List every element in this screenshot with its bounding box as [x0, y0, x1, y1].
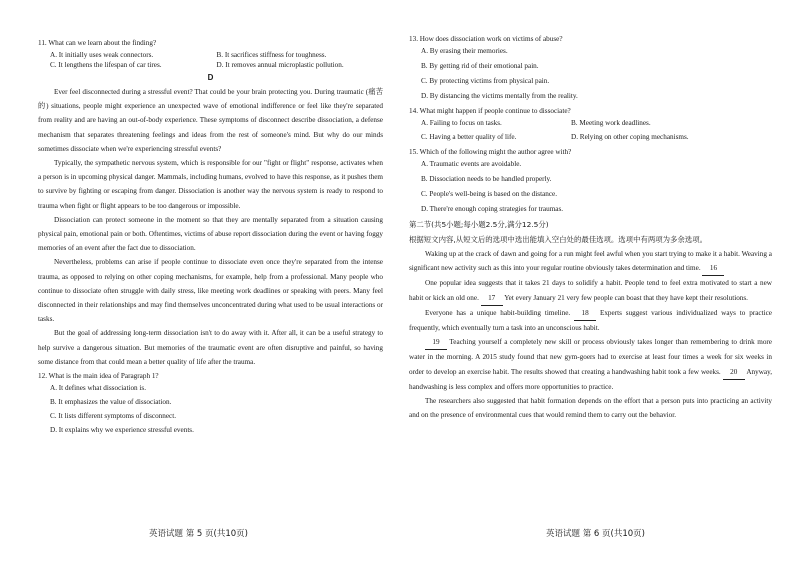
cloze-p2-text-a: One popular idea suggests that it takes 21 days to solidify a habit. People tend to feel extra motivated to start a new habit or kick an old one.	[409, 279, 772, 302]
cloze-paragraph-2	[409, 276, 772, 305]
blank-20[interactable]: 20	[723, 365, 745, 380]
question-11-options	[38, 50, 383, 70]
blank-17[interactable]: 17	[481, 291, 503, 306]
question-14-options	[409, 118, 772, 142]
option-13-b: B. By getting rid of their emotional pain.	[421, 62, 539, 70]
option-12-c: C. It lists different symptoms of disconnect.	[50, 412, 177, 421]
section-instructions: 根据短文内容,从短文后的选项中选出能填入空白处的最佳选项。选项中有两项为多余选项。	[409, 235, 707, 244]
cloze-p2-text-b: Yet every January 21 very few people can boast that they have kept their resolutions.	[504, 293, 748, 302]
option-14-c: C. Having a better quality of life.	[421, 133, 517, 141]
question-11-stem: 11. What can we learn about the finding?	[38, 39, 157, 47]
right-page	[397, 0, 794, 561]
option-14-b: B. Meeting work deadlines.	[571, 119, 651, 127]
blank-19[interactable]: 19	[425, 335, 447, 350]
blank-18[interactable]: 18	[574, 306, 596, 321]
cloze-paragraph-5: The researchers also suggested that habit formation depends on the effort that a person puts into practicing an activity and on the presence of environmental cues that would remind them to carry out the behavior.	[409, 397, 772, 420]
passage-paragraph-5: But the goal of addressing long-term dissociation isn't to do away with it. After all, it can be a useful strategy to help survive a dangerous situation. But memories of the traumatic event are often disruptive and painful, so having some distance from that could mean a better quality of life after the trauma.	[38, 329, 383, 366]
question-12-stem: 12. What is the main idea of Paragraph 1?	[38, 372, 159, 381]
option-11-c: C. It lengthens the lifespan of car tires.	[50, 61, 162, 69]
option-13-c: C. By protecting victims from physical pain.	[421, 77, 550, 85]
option-15-c: C. People's well-being is based on the distance.	[421, 190, 558, 198]
option-11-a: A. It initially uses weak connectors.	[50, 51, 154, 59]
option-14-d: D. Relying on other coping mechanisms.	[571, 133, 689, 141]
cloze-p3-text-b: Experts suggest various individualized ways to practice frequently, which eventually turn a task into an unconscious habit.	[409, 308, 772, 333]
cloze-paragraph-3	[409, 306, 772, 335]
left-page-footer: 英语试题 第 5 页(共10页)	[149, 529, 248, 539]
passage-letter: D	[207, 73, 214, 82]
option-14-a: A. Failing to focus on tasks.	[421, 119, 502, 127]
option-11-d: D. It removes annual microplastic pollution.	[216, 61, 344, 69]
option-15-a: A. Traumatic events are avoidable.	[421, 160, 522, 168]
blank-16[interactable]: 16	[702, 261, 724, 276]
cloze-p3-text-a: Everyone has a unique habit-building timeline.	[425, 308, 571, 317]
option-13-a: A. By erasing their memories.	[421, 47, 508, 55]
option-12-b: B. It emphasizes the value of dissociation.	[50, 398, 172, 407]
passage-paragraph-3: Dissociation can protect someone in the moment so that they are mentally separated from a situation causing physical pain, emotional pain or both. Oftentimes, victims of abuse report dissociation during the event or having foggy memories of an event after the fact due to dissociation.	[38, 215, 383, 253]
option-11-b: B. It sacrifices stiffness for toughness.	[216, 51, 327, 59]
option-12-a: A. It defines what dissociation is.	[50, 384, 147, 393]
cloze-p1-text: Waking up at the crack of dawn and going for a run might feel awful when you start trying to make it a habit. Weaving a significant new activity such as this into your regular routine obviously takes determination and time.	[409, 250, 772, 273]
option-15-b: B. Dissociation needs to be handled properly.	[421, 175, 552, 183]
option-15-d: D. There're enough coping strategies for traumas.	[421, 205, 564, 213]
question-14-stem: 14. What might happen if people continue to dissociate?	[409, 107, 571, 115]
section-title: 第二节(共5小题;每小题2.5分,满分12.5分)	[409, 220, 549, 229]
option-13-d: D. By distancing the victims mentally from the reality.	[421, 92, 578, 100]
cloze-p4-text-c: Anyway, handwashing is less complex and offers more opportunities to practice.	[409, 367, 773, 391]
passage-paragraph-2: Typically, the sympathetic nervous system, which is responsible for our "fight or flight" response, activates when a person is in upcoming physical danger. Mammals, including humans, evolved to have this response, as it pushes them to survive by fighting or escaping from danger. Dissociation is another way the nervous system is ready to respond to trauma when fight or flight appears to be too dangerous or impossible.	[38, 159, 383, 210]
passage-paragraph-1: Ever feel disconnected during a stressful event? That could be your brain protecting you. During traumatic (痛苦的) situations, people might experience an unexpected wave of emotional indifference or feel like they're separated from reality and are having an out-of-body experience. These symptoms of disconnect describe dissociation, a defense mechanism that separates threatening feelings and ideas from the rest of someone's mind. But why do our minds sometimes dissociate when we're experiencing stressful events?	[38, 88, 383, 153]
passage-paragraph-4: Nevertheless, problems can arise if people continue to dissociate even once they're separated from the intense trauma, as opposed to relying on other coping mechanisms, for example, help from a professional. Many people who continue to dissociate often struggle with daily stress, like meeting work deadlines or speaking with peers. Many feel disconnected in their relationships and may find themselves unconcentrated during what used to be usual interactions or tasks.	[38, 258, 383, 324]
right-page-footer: 英语试题 第 6 页(共10页)	[546, 529, 645, 539]
option-12-d: D. It explains why we experience stressful events.	[50, 426, 194, 435]
cloze-p4-text-b: Teaching yourself a completely new skill or process obviously takes longer than remembering to drink more water in the morning. A 2015 study found that new gym-goers had to exercise at least four times a week for six weeks in order to develop an exercise habit. The results showed that creating a handwashing habit took a few weeks.	[409, 338, 772, 376]
cloze-paragraph-1	[409, 247, 772, 276]
cloze-paragraph-4	[409, 335, 772, 394]
question-13-stem: 13. How does dissociation work on victims of abuse?	[409, 35, 563, 43]
question-15-stem: 15. Which of the following might the author agree with?	[409, 148, 572, 156]
